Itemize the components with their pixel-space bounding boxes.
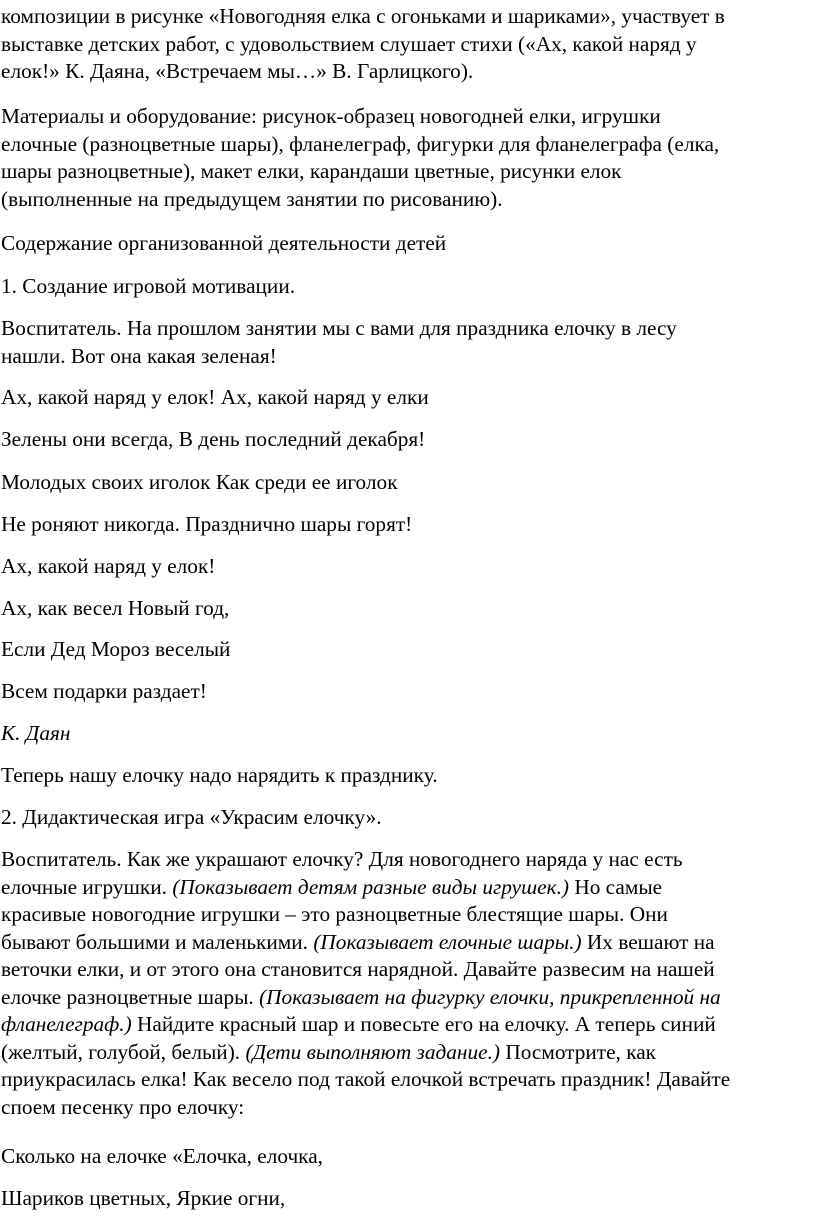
text-line: Воспитатель. На прошлом занятии мы с вами для праздника елочку в лесу — [1, 316, 677, 340]
text-line — [1, 929, 810, 957]
text-line: Воспитатель. Как же украшают елочку? Для новогоднего наряда у нас есть — [1, 847, 683, 871]
stage-direction: (Показывает елочные шары.) — [313, 929, 582, 954]
poem-author: К. Даян — [1, 721, 71, 745]
song-line: Шариков цветных, Яркие огни, — [1, 1186, 286, 1210]
poem-line: Ах, какой наряд у елок! — [1, 554, 216, 578]
teacher-speech-1 — [1, 315, 810, 370]
stage-direction: (Показывает на фигурку елочки, прикрепленной на — [259, 984, 721, 1009]
text-run: елочке разноцветные шары. — [1, 984, 260, 1009]
text-run: Посмотрите, как — [500, 1039, 657, 1064]
poem-line: Если Дед Мороз веселый — [1, 637, 231, 661]
content-heading: Содержание организованной деятельности детей — [1, 231, 447, 255]
text-run: Но самые — [569, 874, 663, 899]
text-line: елочные (разноцветные шары), фланелеграф, фигурки для фланелеграфа (елка, — [1, 131, 720, 156]
poem-line: Ах, какой наряд у елок! Ах, какой наряд у елки — [1, 385, 429, 409]
text-line — [1, 1039, 810, 1067]
stage-direction: фланелеграф.) — [1, 1012, 132, 1036]
text-run: Их вешают на — [581, 929, 715, 954]
text-line: елок!» К. Даяна, «Встречаем мы…» В. Гарлицкого). — [1, 59, 474, 83]
text-line: нашли. Вот она какая зеленая! — [1, 343, 277, 368]
text-line: шары разноцветные), макет елки, карандаши цветные, рисунки елок — [1, 159, 622, 183]
stage-direction: (Дети выполняют задание.) — [245, 1039, 500, 1064]
text-run: бывают большими и маленькими. — [1, 929, 314, 954]
text-line — [1, 984, 810, 1012]
text-line: Материалы и оборудование: рисунок-образец новогодней елки, игрушки — [1, 104, 661, 128]
text-line: красивые новогодние игрушки – это разноцветные блестящие шары. Они — [1, 902, 668, 926]
song-line: Сколько на елочке «Елочка, елочка, — [1, 1144, 323, 1168]
intro-paragraph — [1, 3, 810, 86]
text-line: выставке детских работ, с удовольствием слушает стихи («Ах, какой наряд у — [1, 31, 697, 56]
decorate-line: Теперь нашу елочку надо нарядить к празднику. — [1, 763, 438, 787]
text-line: споем песенку про елочку: — [1, 1094, 245, 1119]
text-line: композиции в рисунке «Новогодняя елка с огоньками и шариками», участвует в — [1, 4, 725, 28]
text-run: елочные игрушки. — [1, 874, 173, 899]
text-line: (выполненные на предыдущем занятии по рисованию). — [1, 186, 503, 211]
teacher-speech-2 — [1, 846, 810, 1121]
text-line — [1, 1011, 810, 1039]
stage-direction: (Показывает детям разные виды игрушек.) — [172, 874, 569, 899]
section-2-heading: 2. Дидактическая игра «Украсим елочку». — [1, 805, 382, 829]
text-run: Найдите красный шар и повесьте его на елочку. А теперь синий — [131, 1012, 716, 1036]
section-1-heading: 1. Создание игровой мотивации. — [1, 274, 296, 298]
poem-line: Всем подарки раздает! — [1, 679, 207, 703]
poem-line: Не роняют никогда. Празднично шары горят! — [1, 512, 413, 536]
poem-line: Зелены они всегда, В день последний декабря! — [1, 427, 426, 451]
text-line — [1, 874, 810, 902]
text-run: (желтый, голубой, белый). — [1, 1039, 246, 1064]
text-line: веточки елки, и от этого она становится нарядной. Давайте развесим на нашей — [1, 957, 715, 981]
poem-line: Молодых своих иголок Как среди ее иголок — [1, 470, 398, 494]
text-line: приукрасилась елка! Как весело под такой елочкой встречать праздник! Давайте — [1, 1067, 731, 1091]
poem-line: Ах, как весел Новый год, — [1, 596, 230, 620]
materials-paragraph — [1, 103, 810, 213]
